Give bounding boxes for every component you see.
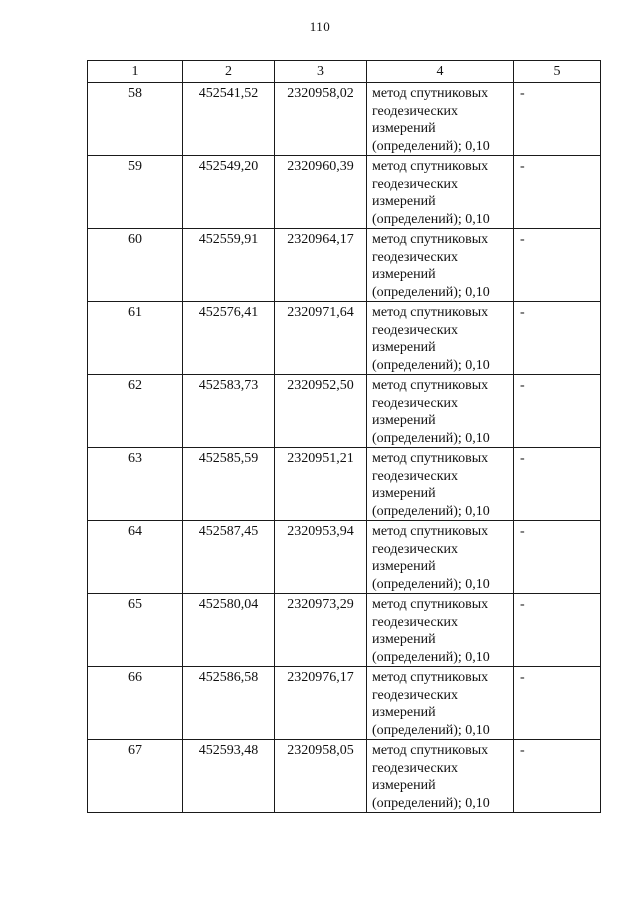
method-line: геодезических <box>372 468 459 484</box>
y-coordinate-cell: 2320976,17 <box>275 667 367 740</box>
method-line: геодезических <box>372 687 459 703</box>
table-body <box>88 83 601 813</box>
method-cell <box>367 667 514 740</box>
x-coordinate-cell: 452587,45 <box>183 521 275 594</box>
header-cell-note: 5 <box>514 61 601 83</box>
coordinates-table <box>87 60 601 813</box>
note-cell: - <box>514 83 601 156</box>
method-line: измерений <box>372 194 436 209</box>
method-line: метод спутниковых <box>372 305 489 320</box>
method-cell <box>367 594 514 667</box>
method-line: геодезических <box>372 395 459 411</box>
method-line: геодезических <box>372 541 459 557</box>
x-coordinate-cell: 452541,52 <box>183 83 275 156</box>
method-line: геодезических <box>372 760 459 776</box>
table-header <box>88 61 601 83</box>
x-coordinate-cell: 452585,59 <box>183 448 275 521</box>
point-number-cell: 60 <box>88 229 183 302</box>
method-line: измерений <box>372 340 436 355</box>
y-coordinate-cell: 2320971,64 <box>275 302 367 375</box>
method-cell <box>367 448 514 521</box>
method-cell <box>367 740 514 813</box>
point-number-cell: 66 <box>88 667 183 740</box>
method-line: (определений); 0,10 <box>372 138 490 154</box>
page-number: 110 <box>309 19 331 34</box>
x-coordinate-cell: 452549,20 <box>183 156 275 229</box>
table-row <box>88 667 601 740</box>
method-line: (определений); 0,10 <box>372 795 490 811</box>
method-line: метод спутниковых <box>372 451 489 466</box>
table-row <box>88 156 601 229</box>
method-line: метод спутниковых <box>372 86 489 101</box>
method-line: метод спутниковых <box>372 378 489 393</box>
point-number-cell: 62 <box>88 375 183 448</box>
note-cell: - <box>514 667 601 740</box>
x-coordinate-cell: 452559,91 <box>183 229 275 302</box>
table-row <box>88 229 601 302</box>
point-number-cell: 64 <box>88 521 183 594</box>
header-cell-point-number: 1 <box>88 61 183 83</box>
method-line: (определений); 0,10 <box>372 430 490 446</box>
method-line: геодезических <box>372 614 459 630</box>
header-row <box>88 61 601 83</box>
x-coordinate-cell: 452593,48 <box>183 740 275 813</box>
table-row <box>88 375 601 448</box>
note-cell: - <box>514 375 601 448</box>
method-line: геодезических <box>372 249 459 265</box>
point-number-cell: 67 <box>88 740 183 813</box>
method-line: (определений); 0,10 <box>372 576 490 592</box>
method-line: измерений <box>372 486 436 501</box>
header-cell-y-coordinate: 3 <box>275 61 367 83</box>
y-coordinate-cell: 2320958,05 <box>275 740 367 813</box>
method-line: измерений <box>372 632 436 647</box>
method-line: (определений); 0,10 <box>372 357 490 373</box>
table-row <box>88 594 601 667</box>
method-line: метод спутниковых <box>372 232 489 247</box>
method-line: метод спутниковых <box>372 597 489 612</box>
point-number-cell: 65 <box>88 594 183 667</box>
y-coordinate-cell: 2320952,50 <box>275 375 367 448</box>
note-cell: - <box>514 156 601 229</box>
header-cell-method: 4 <box>367 61 514 83</box>
method-cell <box>367 156 514 229</box>
method-line: метод спутниковых <box>372 670 489 685</box>
table-row <box>88 302 601 375</box>
note-cell: - <box>514 302 601 375</box>
method-line: (определений); 0,10 <box>372 722 490 738</box>
method-cell <box>367 302 514 375</box>
x-coordinate-cell: 452576,41 <box>183 302 275 375</box>
y-coordinate-cell: 2320960,39 <box>275 156 367 229</box>
method-cell <box>367 375 514 448</box>
method-line: измерений <box>372 778 436 793</box>
method-cell <box>367 521 514 594</box>
method-line: метод спутниковых <box>372 743 489 758</box>
point-number-cell: 63 <box>88 448 183 521</box>
method-line: геодезических <box>372 322 459 338</box>
note-cell: - <box>514 229 601 302</box>
point-number-cell: 58 <box>88 83 183 156</box>
method-line: геодезических <box>372 176 459 192</box>
table-row <box>88 448 601 521</box>
method-line: измерений <box>372 559 436 574</box>
method-line: (определений); 0,10 <box>372 211 490 227</box>
method-line: (определений); 0,10 <box>372 503 490 519</box>
y-coordinate-cell: 2320964,17 <box>275 229 367 302</box>
method-line: (определений); 0,10 <box>372 284 490 300</box>
y-coordinate-cell: 2320953,94 <box>275 521 367 594</box>
method-line: геодезических <box>372 103 459 119</box>
table-row <box>88 740 601 813</box>
x-coordinate-cell: 452580,04 <box>183 594 275 667</box>
note-cell: - <box>514 740 601 813</box>
method-line: измерений <box>372 705 436 720</box>
method-line: метод спутниковых <box>372 524 489 539</box>
method-line: измерений <box>372 267 436 282</box>
point-number-cell: 59 <box>88 156 183 229</box>
method-line: метод спутниковых <box>372 159 489 174</box>
method-line: измерений <box>372 121 436 136</box>
header-cell-x-coordinate: 2 <box>183 61 275 83</box>
x-coordinate-cell: 452586,58 <box>183 667 275 740</box>
note-cell: - <box>514 521 601 594</box>
x-coordinate-cell: 452583,73 <box>183 375 275 448</box>
note-cell: - <box>514 594 601 667</box>
table-row <box>88 521 601 594</box>
point-number-cell: 61 <box>88 302 183 375</box>
method-cell <box>367 229 514 302</box>
y-coordinate-cell: 2320951,21 <box>275 448 367 521</box>
y-coordinate-cell: 2320973,29 <box>275 594 367 667</box>
method-line: измерений <box>372 413 436 428</box>
y-coordinate-cell: 2320958,02 <box>275 83 367 156</box>
table-row <box>88 83 601 156</box>
note-cell: - <box>514 448 601 521</box>
method-cell <box>367 83 514 156</box>
method-line: (определений); 0,10 <box>372 649 490 665</box>
